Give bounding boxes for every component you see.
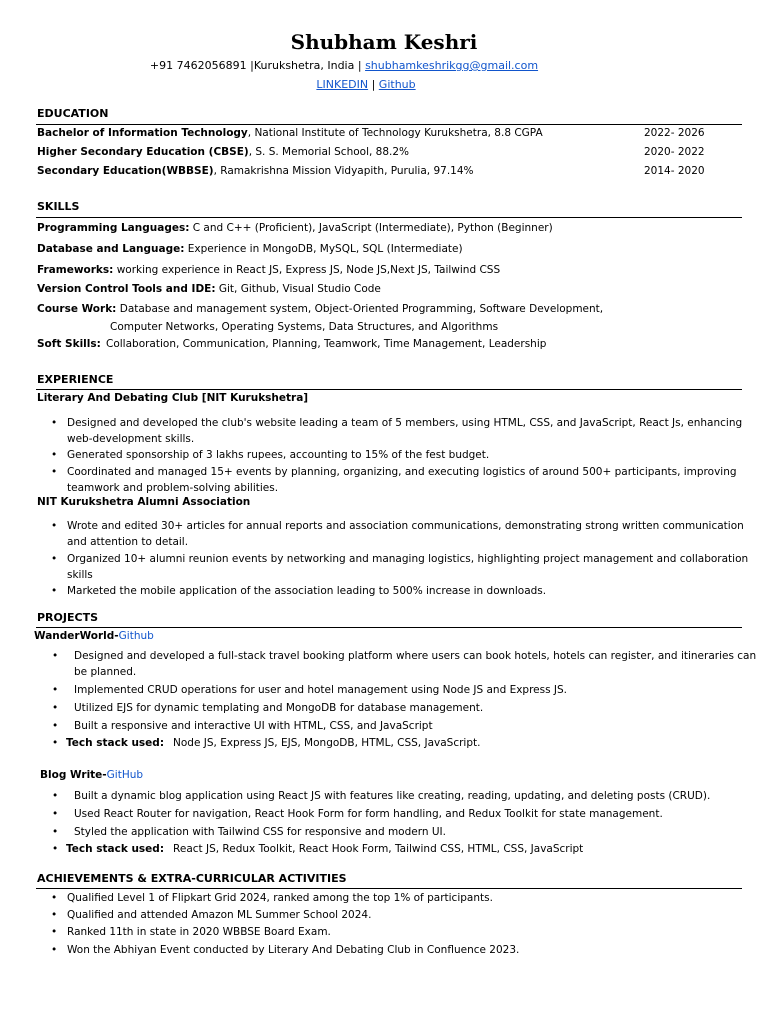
bullet-icon: •	[51, 449, 58, 461]
bullet-text: Organized 10+ alumni reunion events by networking and managing logistics, highlighting project management and collaboration	[67, 553, 749, 565]
list-item	[52, 718, 433, 734]
bullet-text: Used React Router for navigation, React Hook Form for form handling, and Redux Toolkit for state management.	[74, 808, 663, 820]
list-item	[51, 447, 490, 463]
skill-label: Course Work:	[37, 303, 117, 315]
skills-rule	[36, 217, 742, 218]
contact-line	[0, 59, 688, 72]
bullet-text: Built a dynamic blog application using React JS with features like creating, reading, updating, and deleting posts (CRUD).	[74, 790, 711, 802]
education-degree: Bachelor of Information Technology	[37, 127, 248, 139]
education-rule	[36, 124, 742, 125]
org-name: NIT Kurukshetra Alumni Association	[37, 496, 251, 508]
experience-rule	[36, 389, 742, 390]
bullet-text: Qualified and attended Amazon ML Summer School 2024.	[67, 909, 372, 921]
skill-row	[37, 303, 603, 315]
projects-heading: PROJECTS	[37, 611, 98, 624]
bullet-icon: •	[51, 926, 58, 938]
bullet-text: Designed and developed a full-stack travel booking platform where users can book hotels, hotels can register, and itineraries can	[74, 650, 757, 662]
skill-value: working experience in React JS, Express JS, Node JS,Next JS, Tailwind CSS	[113, 264, 501, 276]
bullet-icon: •	[51, 417, 58, 429]
skill-label: Soft Skills:	[37, 338, 101, 350]
education-years: 2014- 2020	[644, 165, 705, 177]
list-item	[52, 700, 484, 716]
skill-label: Frameworks:	[37, 264, 114, 276]
bullet-text: web-development skills.	[67, 433, 195, 445]
bullet-text: Marketed the mobile application of the association leading to 500% increase in downloads.	[67, 585, 547, 597]
list-item	[52, 788, 711, 804]
bullet-text: Built a responsive and interactive UI with HTML, CSS, and JavaScript	[74, 720, 433, 732]
list-item	[51, 464, 737, 496]
bullet-icon: •	[52, 808, 59, 820]
achievements-heading: ACHIEVEMENTS & EXTRA-CURRICULAR ACTIVITIES	[37, 872, 347, 885]
list-item	[52, 824, 446, 840]
tech-stack-value: React JS, Redux Toolkit, React Hook Form, Tailwind CSS, HTML, CSS, JavaScript	[173, 843, 584, 855]
bullet-text: Wrote and edited 30+ articles for annual reports and association communications, demonstrating strong written communication	[67, 520, 744, 532]
link-separator: |	[368, 78, 379, 91]
bullet-icon: •	[52, 826, 59, 838]
bullet-text: teamwork and problem-solving abilities.	[67, 482, 279, 494]
bullet-text: Won the Abhiyan Event conducted by Literary And Debating Club in Confluence 2023.	[67, 944, 520, 956]
skill-value: Experience in MongoDB, MySQL, SQL (Intermediate)	[184, 243, 463, 255]
list-item	[52, 682, 568, 698]
bullet-text: skills	[67, 569, 93, 581]
tech-stack-label: Tech stack used:	[66, 843, 165, 855]
education-detail: , Ramakrishna Mission Vidyapith, Purulia, 97.14%	[213, 165, 474, 177]
skill-label: Version Control Tools and IDE:	[37, 283, 216, 295]
bullet-icon: •	[52, 684, 59, 696]
linkedin-link[interactable]: LINKEDIN	[316, 78, 369, 91]
email-link[interactable]: shubhamkeshrikgg@gmail.com	[365, 59, 539, 72]
bullet-icon: •	[51, 944, 58, 956]
education-item	[37, 127, 543, 139]
tech-stack-label: Tech stack used:	[66, 737, 165, 749]
list-item	[52, 648, 757, 680]
skill-label: Programming Languages:	[37, 222, 190, 234]
skill-row	[37, 283, 381, 295]
bullet-icon: •	[52, 650, 59, 662]
bullet-text: Ranked 11th in state in 2020 WBBSE Board Exam.	[67, 926, 331, 938]
profile-links	[0, 78, 732, 91]
bullet-icon: •	[51, 520, 58, 532]
bullet-icon: •	[51, 892, 58, 904]
skill-continuation: Computer Networks, Operating Systems, Data Structures, and Algorithms	[110, 321, 499, 333]
github-link[interactable]: Github	[378, 78, 416, 91]
list-item	[51, 518, 744, 550]
education-degree: Secondary Education(WBBSE)	[37, 165, 214, 177]
bullet-text: Implemented CRUD operations for user and hotel management using Node JS and Express JS.	[74, 684, 568, 696]
skill-value: Database and management system, Object-Oriented Programming, Software Development,	[116, 303, 604, 315]
projects-rule	[36, 627, 742, 628]
bullet-text: Coordinated and managed 15+ events by planning, organizing, and executing logistics of around 500+ participants, improving	[67, 466, 737, 478]
list-item	[51, 907, 372, 923]
tech-stack-row	[52, 841, 584, 857]
bullet-text: and attention to detail.	[67, 536, 189, 548]
education-item	[37, 165, 474, 177]
list-item	[51, 924, 331, 940]
bullet-icon: •	[52, 720, 59, 732]
project-name: Blog Write-	[40, 769, 107, 781]
bullet-text: Styled the application with Tailwind CSS for responsive and modern UI.	[74, 826, 446, 838]
bullet-icon: •	[51, 909, 58, 921]
bullet-text: Generated sponsorship of 3 lakhs rupees, accounting to 15% of the fest budget.	[67, 449, 490, 461]
org-name: Literary And Debating Club [NIT Kurukshetra]	[37, 392, 309, 404]
project-title	[40, 769, 143, 781]
resume-name: Shubham Keshri	[290, 30, 478, 54]
project-name: WanderWorld-	[34, 630, 119, 642]
bullet-text: Designed and developed the club's website leading a team of 5 members, using HTML, CSS, and JavaScript, React Js, enhancing	[67, 417, 743, 429]
education-years: 2020- 2022	[644, 146, 705, 158]
experience-heading: EXPERIENCE	[37, 373, 114, 386]
skill-row	[37, 243, 463, 255]
list-item	[51, 890, 493, 906]
bullet-text: Utilized EJS for dynamic templating and MongoDB for database management.	[74, 702, 484, 714]
bullet-icon: •	[52, 702, 59, 714]
bullet-icon: •	[51, 585, 58, 597]
bullet-icon: •	[52, 790, 59, 802]
project-github-link[interactable]: Github	[118, 630, 154, 642]
bullet-icon: •	[52, 843, 59, 855]
skill-row	[37, 338, 101, 350]
tech-stack-value: Node JS, Express JS, EJS, MongoDB, HTML, CSS, JavaScript.	[173, 737, 481, 749]
skill-value: Collaboration, Communication, Planning, Teamwork, Time Management, Leadership	[106, 338, 547, 350]
skill-row	[37, 222, 553, 234]
education-years: 2022- 2026	[644, 127, 705, 139]
skill-row	[37, 264, 500, 276]
skills-heading: SKILLS	[37, 200, 80, 213]
bullet-text: be planned.	[74, 666, 137, 678]
list-item	[51, 942, 520, 958]
list-item	[51, 551, 749, 583]
skill-value: C and C++ (Proficient), JavaScript (Intermediate), Python (Beginner)	[189, 222, 553, 234]
project-github-link[interactable]: GitHub	[106, 769, 144, 781]
bullet-text: Qualified Level 1 of Flipkart Grid 2024, ranked among the top 1% of participants.	[67, 892, 493, 904]
bullet-icon: •	[51, 466, 58, 478]
contact-text: +91 7462056891 |Kurukshetra, India |	[149, 59, 366, 72]
education-detail: , S. S. Memorial School, 88.2%	[248, 146, 410, 158]
education-item	[37, 146, 409, 158]
skill-label: Database and Language:	[37, 243, 185, 255]
skill-value: Git, Github, Visual Studio Code	[215, 283, 381, 295]
bullet-icon: •	[51, 553, 58, 565]
education-heading: EDUCATION	[37, 107, 109, 120]
list-item	[51, 583, 547, 599]
tech-stack-row	[52, 735, 481, 751]
list-item	[51, 415, 743, 447]
achievements-rule	[36, 888, 742, 889]
list-item	[52, 806, 663, 822]
project-title	[34, 630, 154, 642]
bullet-icon: •	[52, 737, 59, 749]
education-detail: , National Institute of Technology Kurukshetra, 8.8 CGPA	[247, 127, 543, 139]
education-degree: Higher Secondary Education (CBSE)	[37, 146, 249, 158]
